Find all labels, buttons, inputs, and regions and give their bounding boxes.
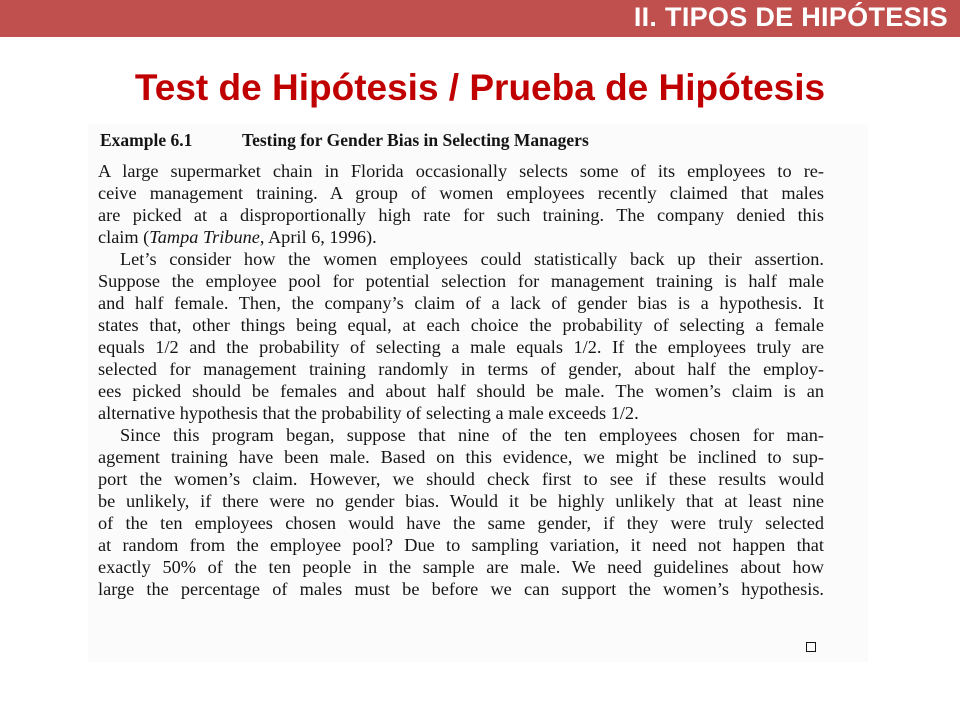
paragraph-line: are picked at a disproportionally high rate for such training. The company denied this bbox=[98, 205, 824, 225]
citation-open: claim ( bbox=[98, 227, 150, 247]
paragraph-line: large the percentage of males must be before we can support the women’s hypothesis. bbox=[98, 579, 824, 599]
citation-date: , April 6, 1996). bbox=[259, 227, 377, 247]
paragraph-line: selected for management training randomly in terms of gender, about half the employ- bbox=[98, 359, 824, 379]
example-title: Testing for Gender Bias in Selecting Managers bbox=[242, 130, 589, 150]
paragraph-line: port the women’s claim. However, we should check first to see if these results would bbox=[98, 469, 824, 489]
paragraph-line: and half female. Then, the company’s claim of a lack of gender bias is a hypothesis. It bbox=[98, 293, 824, 313]
paragraph-line: Let’s consider how the women employees could statistically back up their assertion. bbox=[120, 249, 824, 269]
paragraph-line: agement training have been male. Based on this evidence, we might be inclined to sup- bbox=[98, 447, 824, 467]
example-heading bbox=[100, 130, 589, 151]
paragraph-line: equals 1/2 and the probability of selecting a male equals 1/2. If the employees truly are bbox=[98, 337, 824, 357]
paragraph-line: alternative hypothesis that the probability of selecting a male exceeds 1/2. bbox=[98, 403, 639, 423]
paragraph-line: Suppose the employee pool for potential selection for management training is half male bbox=[98, 271, 824, 291]
example-number: Example 6.1 bbox=[100, 130, 193, 150]
paragraph-line: states that, other things being equal, at each choice the probability of selecting a female bbox=[98, 315, 824, 335]
paragraph-line: of the ten employees chosen would have the same gender, if they were truly selected bbox=[98, 513, 824, 533]
paragraph-line: at random from the employee pool? Due to sampling variation, it need not happen that bbox=[98, 535, 824, 555]
paragraph-line: Since this program began, suppose that nine of the ten employees chosen for man- bbox=[120, 425, 824, 445]
slide-title: Test de Hipótesis / Prueba de Hipótesis bbox=[134, 67, 826, 108]
paragraph-line: exactly 50% of the ten people in the sample are male. We need guidelines about how bbox=[98, 557, 824, 577]
paragraph-line bbox=[98, 226, 824, 248]
paragraph-line: be unlikely, if there were no gender bias. Would it be highly unlikely that at least nine bbox=[98, 491, 824, 511]
section-label: II. TIPOS DE HIPÓTESIS bbox=[633, 2, 948, 32]
paragraph-line: A large supermarket chain in Florida occasionally selects some of its employees to re- bbox=[98, 161, 824, 181]
end-of-example-box-icon bbox=[806, 642, 816, 652]
paragraph-line: ees picked should be females and about half should be male. The women’s claim is an bbox=[98, 381, 824, 401]
scanned-textbook-excerpt bbox=[88, 124, 868, 662]
paragraph-line: ceive management training. A group of women employees recently claimed that males bbox=[98, 183, 824, 203]
section-banner bbox=[0, 0, 960, 37]
citation-source: Tampa Tribune bbox=[149, 227, 260, 247]
